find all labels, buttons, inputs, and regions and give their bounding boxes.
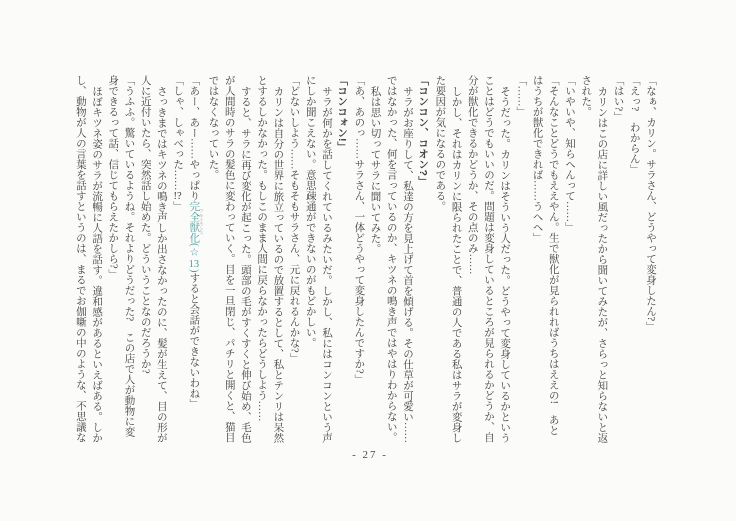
text-segment: 「どないしよう……そもそもサラさん、元に戻れるんかな?」 bbox=[288, 75, 300, 364]
text-segment: !? bbox=[173, 190, 182, 201]
text-segment: 「しゃ、しゃべった…… bbox=[172, 75, 184, 191]
paragraph-17 bbox=[253, 75, 285, 445]
paragraph-21 bbox=[137, 75, 169, 445]
text-area bbox=[72, 75, 658, 445]
text-segment: 「コンコン、コオン?」 bbox=[417, 75, 430, 187]
text-segment: サラが何かを話してくれているみたいだ。しかし、私にはコンコンという声にしか聞こえない。意思疎通ができないのがもどかしい。 bbox=[304, 75, 332, 443]
paragraph-14 bbox=[334, 75, 350, 445]
text-segment: 「いやいや、知らへんって……」 bbox=[563, 75, 575, 233]
paragraph-6 bbox=[528, 75, 560, 445]
paragraph-13 bbox=[350, 75, 366, 445]
text-segment: 「えっ? わからん」 bbox=[628, 75, 640, 175]
page-number: - 27 - bbox=[352, 449, 388, 461]
paragraph-16 bbox=[285, 75, 301, 445]
text-segment: 「なぁ、カリン。サラさん、どうやって変身したん?」 bbox=[645, 75, 656, 332]
text-segment: 私は思い切ってサラに聞いてみた。 bbox=[369, 85, 381, 254]
text-segment: 「はい?」 bbox=[612, 75, 624, 122]
glossary-term-link[interactable]: 13 bbox=[188, 258, 200, 269]
text-segment: さっきまではキツネの鳴き声しか出さなかったのに、髪が生えて、目の形が人に近付いたら、突然話し始めた。どういうことなのだろうか? bbox=[139, 75, 167, 443]
text-segment: しかし、それはカリンに限られたことで、普通の人である私はサラが変身した要因が気になるのである。 bbox=[434, 75, 462, 443]
text-segment: 「……」 bbox=[515, 75, 527, 117]
text-segment: すると会話ができないわね」 bbox=[188, 272, 200, 409]
paragraph-1 bbox=[642, 75, 658, 445]
paragraph-9 bbox=[431, 75, 463, 445]
paragraph-15 bbox=[302, 75, 334, 445]
ruby-base: 完全獣化 bbox=[188, 201, 200, 243]
text-segment: カリンはこの店に詳しい風だったから聞いてみたが、さらっと知らないと返された。 bbox=[580, 75, 608, 443]
paragraph-8 bbox=[464, 75, 513, 445]
paragraph-20 bbox=[169, 75, 185, 445]
paragraph-4 bbox=[577, 75, 609, 445]
paragraph-23 bbox=[72, 75, 104, 445]
text-segment: 「あ、あのっ……サラさん、一体どうやって変身したんですか?」 bbox=[353, 75, 365, 385]
text-segment: 」 bbox=[172, 201, 184, 212]
paragraph-12 bbox=[366, 75, 382, 445]
paragraph-11 bbox=[383, 75, 415, 445]
text-segment: 「あー、あー……やっぱり bbox=[188, 75, 200, 201]
text-segment: サラがお座りして、私達の方を見上げて首を傾げる。その仕草が可愛い……ではなかった、何を言っているのか、キツネの鳴き声ではやはりわからない。 bbox=[385, 75, 413, 443]
text-segment: そうだった。カリンはそういう人だった。どうやって変身しているかということはどうでもいいのだ。問題は変身しているところが見られるかどうか、自分が獣化できるかどうか、その点のみ…… bbox=[466, 75, 511, 443]
text-segment: 「うふふ。驚いているようね。それよりどうだった? この店で人が動物に変身できるって話、信じてもらえたかしら?」 bbox=[107, 75, 135, 437]
text-segment: 「コンコォン!」 bbox=[336, 75, 349, 152]
text-segment: ほぼキツネ姿のサラが流暢に人語を話す。違和感があるといえばある。しかし、動物が人の言葉を話すというのは、まるでお伽噺の中のような、不思議な bbox=[74, 75, 103, 443]
glossary-term-link[interactable]: ) bbox=[188, 269, 200, 273]
paragraph-7 bbox=[512, 75, 528, 445]
text-segment: 「そんなことどうでもええやん。生で獣化が見られればうちはええの! あとはうちが獣化できれば……うへへ」 bbox=[531, 75, 559, 436]
paragraph-5 bbox=[561, 75, 577, 445]
paragraph-22 bbox=[104, 75, 136, 445]
paragraph-10 bbox=[415, 75, 431, 445]
glossary-term-link[interactable] bbox=[188, 201, 205, 243]
text-segment: すると、サラに再び変化が起こった。頭部の毛がすくすくと伸び始め、毛色が人間時のサラの髪色に変わっていく。目を一旦閉じ、パチリと開くと、猫目ではなくなっていた。 bbox=[207, 75, 251, 443]
text-segment: カリンは自分の世界に旅立っているので放置するとして、私とテンリは呆然とするしかなかった。もしこのまま人間に戻らなかったらどうしよう…… bbox=[256, 75, 284, 443]
glossary-term-link[interactable]: (☆ bbox=[188, 243, 200, 259]
ruby-text: フルトランス bbox=[199, 201, 205, 243]
paragraph-3 bbox=[609, 75, 625, 445]
paragraph-18 bbox=[204, 75, 253, 445]
paragraph-19 bbox=[185, 75, 204, 445]
paragraph-2 bbox=[626, 75, 642, 445]
